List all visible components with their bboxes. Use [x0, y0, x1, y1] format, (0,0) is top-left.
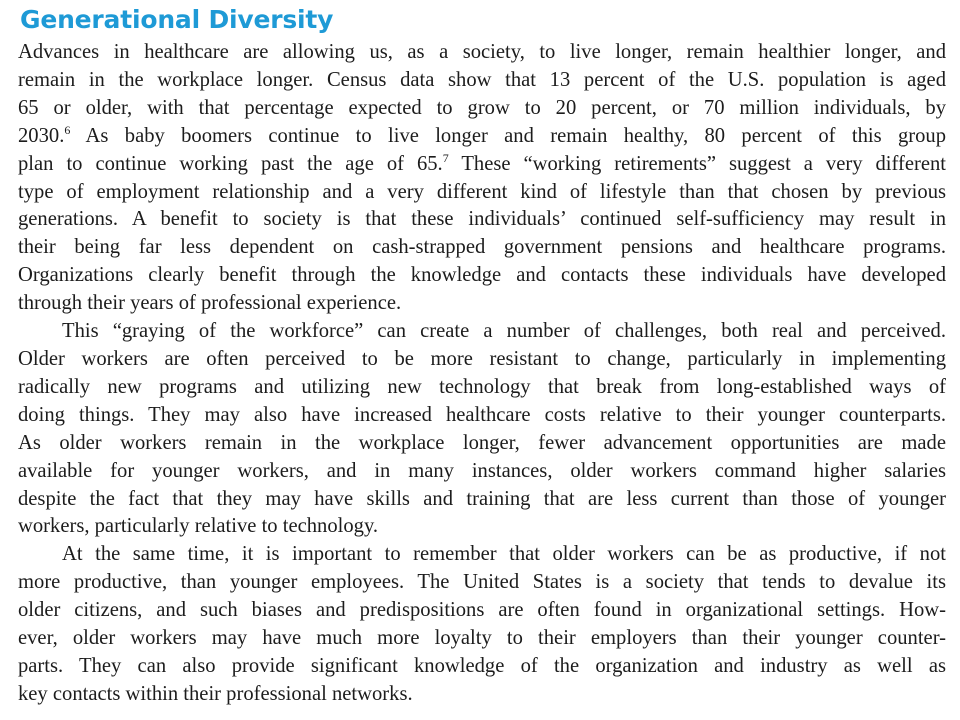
text-line: At the same time, it is important to remember that older workers can be as productive, if not	[62, 543, 946, 566]
text-line: As older workers remain in the workplace longer, fewer advancement opportunities are made	[18, 431, 946, 454]
text-line: Advances in healthcare are allowing us, as a society, to live longer, remain healthier longer, and	[18, 41, 946, 63]
text-line: through their years of professional experience.	[18, 292, 402, 315]
text-line: radically new programs and utilizing new technology that break from long-established ways of	[18, 375, 946, 398]
text-line: This “graying of the workforce” can create a number of challenges, both real and perceived.	[62, 320, 946, 343]
text-line: Older workers are often perceived to be more resistant to change, particularly in implementing	[18, 347, 946, 370]
text-line	[18, 123, 946, 151]
text-line: Organizations clearly benefit through the knowledge and contacts these individuals have developed	[18, 264, 946, 287]
text-line: generations. A benefit to society is that these individuals’ continued self-sufficiency may result in	[18, 208, 946, 231]
text-line: remain in the workplace longer. Census data show that 13 percent of the U.S. population is aged	[18, 68, 946, 91]
text-segment: As baby boomers continue to live longer and remain healthy, 80 percent of this group	[85, 124, 946, 147]
paragraph-3	[18, 541, 946, 708]
footnote-marker: 6	[64, 122, 71, 137]
text-line: their being far less dependent on cash-strapped government pensions and healthcare programs.	[18, 236, 946, 259]
text-line: available for younger workers, and in many instances, older workers command higher salaries	[18, 459, 946, 482]
text-segment: 2030.	[18, 124, 65, 147]
text-line: type of employment relationship and a very different kind of lifestyle than that chosen by previous	[18, 180, 946, 203]
text-line	[18, 151, 946, 179]
text-line: doing things. They may also have increased healthcare costs relative to their younger counterparts.	[18, 403, 946, 426]
text-line: more productive, than younger employees. The United States is a society that tends to devalue its	[18, 571, 946, 594]
text-segment: These “working retirements” suggest a very different	[461, 152, 946, 175]
text-line: parts. They can also provide significant knowledge of the organization and industry as well as	[18, 654, 946, 677]
text-line: ever, older workers may have much more loyalty to their employers than their younger counter-	[18, 627, 946, 650]
paragraph-2	[18, 318, 946, 541]
text-line: 65 or older, with that percentage expected to grow to 20 percent, or 70 million individuals, by	[18, 96, 946, 119]
text-line: workers, particularly relative to technology.	[18, 515, 379, 538]
text-line: key contacts within their professional networks.	[18, 682, 413, 705]
text-line: despite the fact that they may have skills and training that are less current than those of younger	[18, 487, 946, 510]
paragraph-1	[18, 39, 946, 318]
text-line: older citizens, and such biases and predispositions are often found in organizational settings. How-	[18, 599, 946, 622]
footnote-marker: 7	[442, 150, 449, 165]
text-segment: plan to continue working past the age of 65.	[18, 152, 443, 175]
section-heading: Generational Diversity	[20, 5, 334, 34]
